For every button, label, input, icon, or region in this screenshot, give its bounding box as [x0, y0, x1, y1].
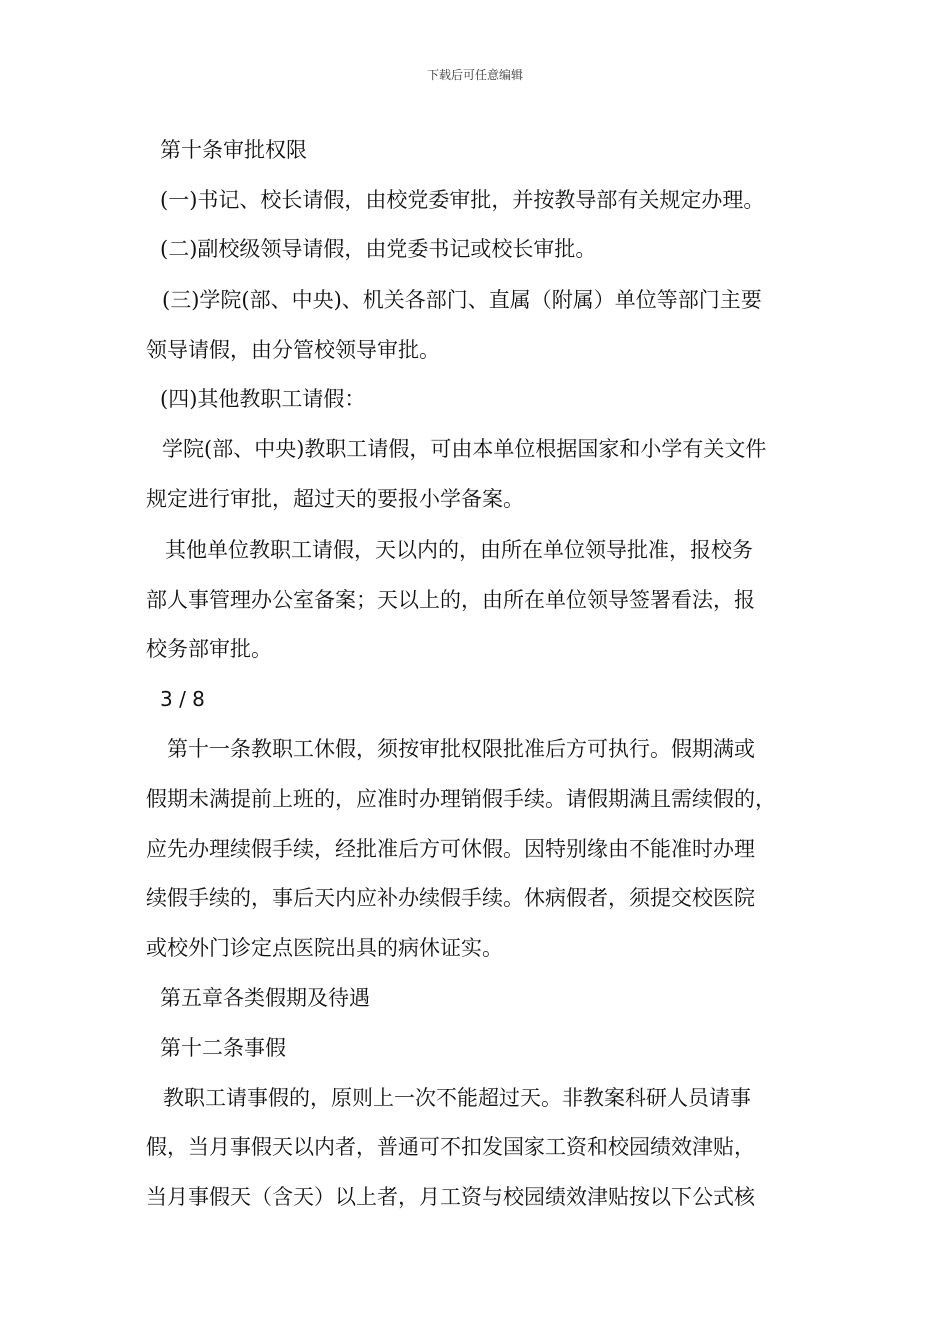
paragraph-line: 规定进行审批，超过天的要报小学备案。: [146, 487, 524, 511]
article-10-title: 第十条审批权限: [160, 138, 307, 162]
paragraph-line: 部人事管理办公室备案；天以上的，由所在单位领导签署看法，报: [146, 588, 755, 612]
paragraph-line: 续假手续的，事后天内应补办续假手续。休病假者，须提交校医院: [146, 886, 755, 910]
chapter-5-title: 第五章各类假期及待遇: [160, 986, 370, 1010]
paragraph-line: (三)学院(部、中央)、机关各部门、直属（附属）单位等部门主要: [162, 288, 762, 312]
article-11-line: 第十一条教职工休假，须按审批权限批准后方可执行。假期满或: [167, 737, 755, 761]
paragraph-line: 当月事假天（含天）以上者，月工资与校园绩效津贴按以下公式核: [146, 1185, 755, 1209]
paragraph-line: 假，当月事假天以内者，普通可不扣发国家工资和校园绩效津贴，: [146, 1135, 755, 1159]
paragraph-line: 假期未满提前上班的，应准时办理销假手续。请假期满且需续假的，: [146, 787, 776, 811]
paragraph-line: 领导请假，由分管校领导审批。: [146, 338, 440, 362]
article-12-title: 第十二条事假: [160, 1036, 286, 1060]
paragraph-line: 教职工请事假的，原则上一次不能超过天。非教案科研人员请事: [163, 1086, 751, 1110]
paragraph-line: (四)其他教职工请假：: [160, 387, 366, 411]
paragraph-line: (一)书记、校长请假，由校党委审批，并按教导部有关规定办理。: [160, 188, 765, 212]
paragraph-line: 校务部审批。: [146, 637, 272, 661]
paragraph-line: 学院(部、中央)教职工请假，可由本单位根据国家和小学有关文件: [162, 437, 767, 461]
paragraph-line: 应先办理续假手续，经批准后方可休假。因特别缘由不能准时办理: [146, 837, 755, 861]
paragraph-line: 或校外门诊定点医院出具的病休证实。: [146, 936, 503, 960]
page-number: 3 / 8: [160, 687, 205, 711]
paragraph-line: 其他单位教职工请假，天以内的，由所在单位领导批准，报校务: [165, 538, 753, 562]
paragraph-line: (二)副校级领导请假，由党委书记或校长审批。: [160, 237, 597, 261]
page-header: 下载后可任意编辑: [426, 68, 523, 82]
